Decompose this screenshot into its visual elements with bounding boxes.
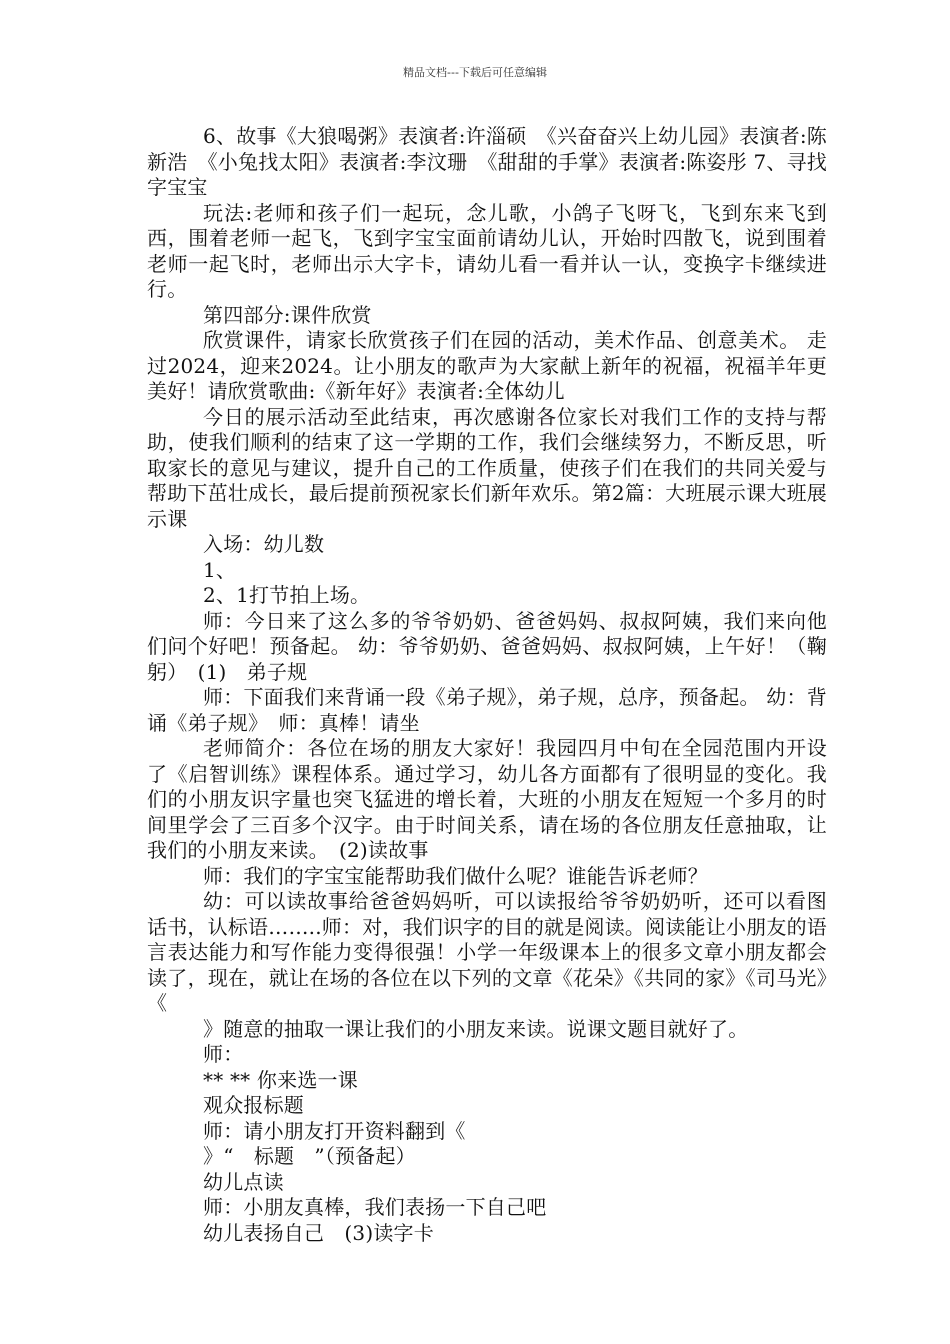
paragraph-praise: 师：小朋友真棒，我们表扬一下自己吧 [203,1195,547,1219]
paragraph-random-lesson: 》随意的抽取一课让我们的小朋友来读。说课文题目就好了。 [203,1016,749,1041]
paragraph-audience-title: 观众报标题 [203,1093,304,1117]
page-header: 精品文档---下载后可任意编辑 [403,66,547,79]
paragraph-greeting: 师：今日来了这么多的爷爷奶奶、爸爸妈妈、叔叔阿姨，我们来向他们问个好吧！预备起。 幼：爷爷奶奶、爸爸妈妈、叔叔阿姨，上午好！（鞠躬） (1) 弟子规 [147,608,827,684]
paragraph-item-1: 1、 [203,557,237,582]
paragraph-closing-remarks: 今日的展示活动至此结束，再次感谢各位家长对我们工作的支持与帮助，使我们顺利的结束了这一学期的工作，我们会继续努力，不断反思，听取家长的意见与建议，提升自己的工作质量，使孩子们在我们的共同关爱与帮助下茁壮成长，最后提前预祝家长们新年欢乐。第2篇：大班展示课大班展示课 [147,404,827,531]
paragraph-courseware: 欣赏课件，请家长欣赏孩子们在园的活动，美术作品、创意美术。 走过2024，迎来2024。让小朋友的歌声为大家献上新年的祝福，祝福羊年更美好！请欣赏歌曲:《新年好》表演者:全体幼儿 [147,328,827,403]
paragraph-question: 师：我们的字宝宝能帮助我们做什么呢？谁能告诉老师？ [203,863,708,888]
paragraph-open-material: 师：请小朋友打开资料翻到《 [203,1118,466,1143]
paragraph-item-2: 2、1打节拍上场。 [203,583,371,607]
paragraph-child-reading: 幼儿点读 [203,1169,284,1194]
document-body [147,124,827,1246]
paragraph-entrance: 入场：幼儿数 [203,532,325,556]
paragraph-story-performers: 6、故事《大狼喝粥》表演者:许淄硕 《兴奋奋兴上幼儿园》表演者:陈新浩 《小兔找太阳》表演者:李汶珊 《甜甜的手掌》表演者:陈姿彤 7、寻找字宝宝 [147,124,827,199]
paragraph-self-praise: 幼儿表扬自己 (3)读字卡 [203,1220,434,1245]
paragraph-teacher-intro: 老师简介：各位在场的朋友大家好！我园四月中旬在全园范围内开设了《启智训练》课程体系。通过学习，幼儿各方面都有了很明显的变化。我们的小朋友识字量也突飞猛进的增长着，大班的小朋友在短短一个多月的时间里学会了三百多个汉字。由于时间关系，请在场的各位朋友任意抽取，让我们的小朋友来读。 (2)读故事 [147,736,827,862]
paragraph-choose-lesson: ** ** 你来选一课 [203,1067,358,1092]
paragraph-title-ready: 》“ 标题 ”（预备起） [203,1144,416,1168]
paragraph-teacher-line: 师： [203,1042,244,1066]
paragraph-game-rules: 玩法:老师和孩子们一起玩，念儿歌，小鸽子飞呀飞，飞到东来飞到西，围着老师一起飞，飞到字宝宝面前请幼儿认，开始时四散飞，说到围着老师一起飞时，老师出示大字卡，请幼儿看一看并认一认，变换字卡继续进行。 [147,200,827,301]
paragraph-dizigui: 师：下面我们来背诵一段《弟子规》，弟子规，总序，预备起。 幼：背诵《弟子规》 师：真棒！请坐 [147,685,827,735]
paragraph-reading-answer: 幼：可以读故事给爸爸妈妈听，可以读报给爷爷奶奶听，还可以看图话书，认标语……..师：对，我们识字的目的就是阅读。阅读能让小朋友的语言表达能力和写作能力变得很强！小学一年级课本上的很多文章小朋友都会读了，现在，就让在场的各位在以下列的文章《花朵》《共同的家》《司马光》《 [147,889,827,1015]
section-heading-part-four: 第四部分:课件欣赏 [203,302,372,327]
